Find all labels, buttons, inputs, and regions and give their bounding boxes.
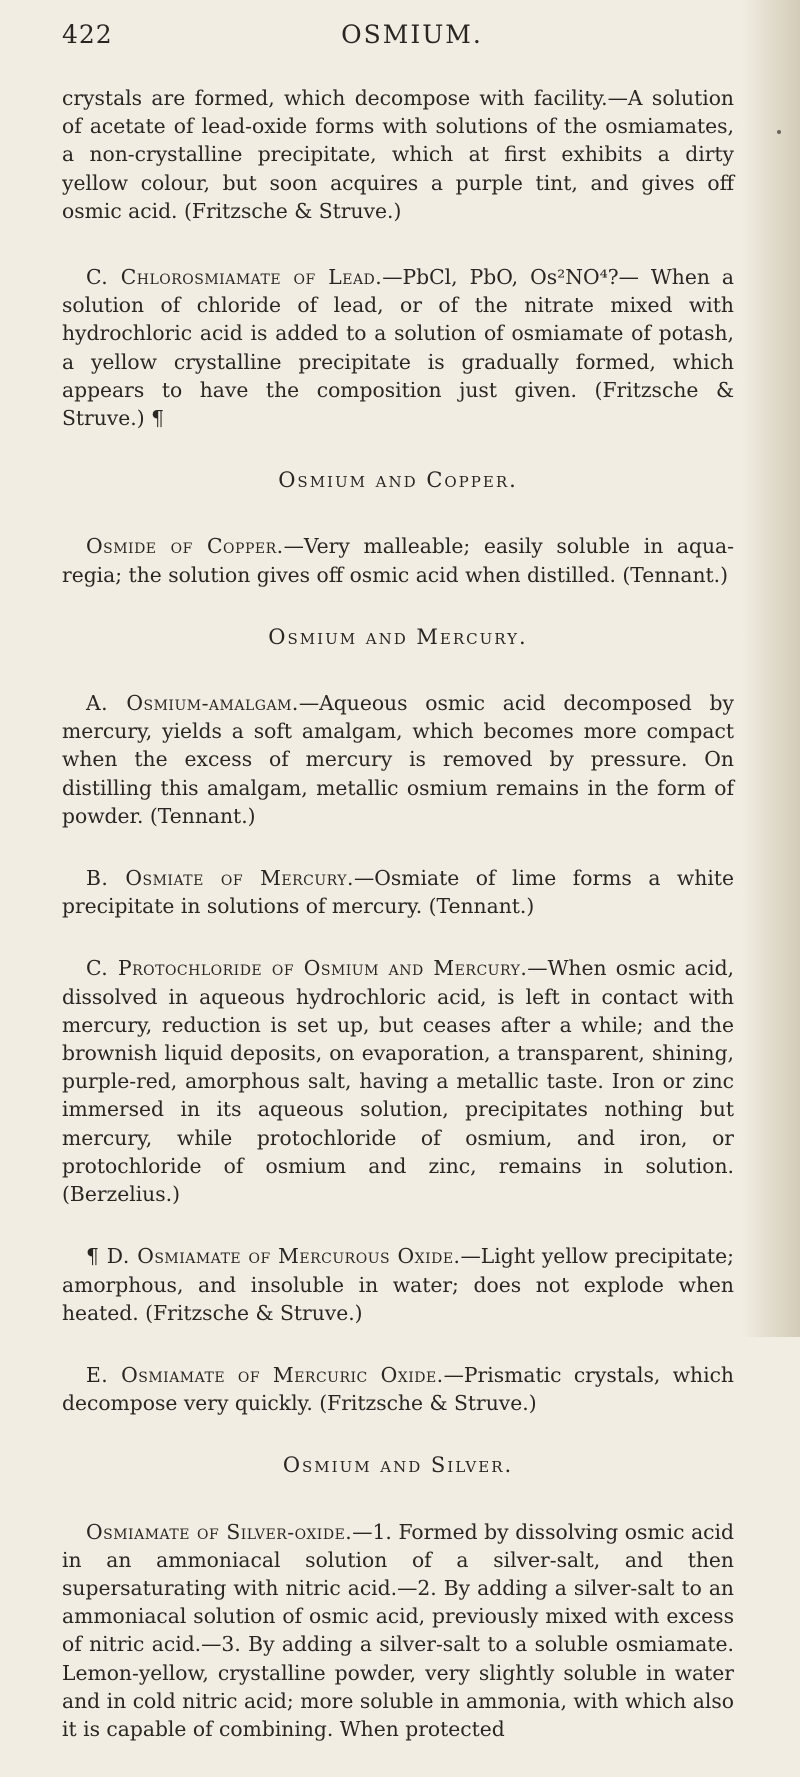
- paragraph-chlorosmiamate-of-lead: C. Chlorosmiamate of Lead.—PbCl, PbO, Os²NO⁴?— When a solution of chloride of lead, or of the nitrate mixed with hydrochloric acid is added to a solution of osmiamate of potash, a yellow crystalline precipitate is gradually formed, which appears to have the composition just given. (Fritzsche & Struve.) ¶: [62, 265, 734, 431]
- paragraph-osmiate-of-mercury: B. Osmiate of Mercury.—Osmiate of lime forms a white precipitate in solutions of mercury. (Tennant.): [62, 866, 734, 919]
- section-heading-osmium-copper: Osmium and Copper.: [278, 468, 518, 493]
- page-number: 422: [62, 20, 113, 49]
- entry-lead: B. Osmiate of Mercury.: [86, 866, 354, 891]
- entry-lead: C. Chlorosmiamate of Lead.: [86, 265, 383, 290]
- entry-lead: ¶ D. Osmiamate of Mercurous Oxide.: [86, 1244, 461, 1269]
- section-heading-osmium-silver: Osmium and Silver.: [282, 1453, 514, 1478]
- paragraph-osmiamate-silver-oxide: Osmiamate of Silver-oxide.—1. Formed by dissolving osmic acid in an ammoniacal solution of a silver-salt, and then supersaturating with nitric acid.—2. By adding a silver-salt to an ammoniacal solution of osmic acid, previously mixed with excess of nitric acid.—3. By adding a silver-salt to a soluble osmiamate. Lemon-yellow, crystalline powder, very slightly soluble in water and in cold nitric acid; more soluble in ammonia, with which also it is capable of combining. When protected: [62, 1519, 734, 1741]
- entry-lead: C. Protochloride of Osmium and Mercury.: [86, 956, 528, 981]
- entry-lead: Osmide of Copper.: [86, 534, 284, 559]
- margin-speck: [777, 130, 781, 134]
- paragraph-osmiamate-mercuric-oxide: E. Osmiamate of Mercuric Oxide.—Prismatic crystals, which decompose very quickly. (Fritzsche & Struve.): [62, 1362, 734, 1416]
- page-edge-shadow: [742, 0, 800, 1337]
- entry-lead: E. Osmiamate of Mercuric Oxide.: [86, 1362, 444, 1387]
- paragraph-protochloride-osmium-mercury: C. Protochloride of Osmium and Mercury.—When osmic acid, dissolved in aqueous hydrochloric acid, is left in contact with mercury, reduction is set up, but ceases after a while; and the brownish liquid deposits, on evaporation, a transparent, shining, purple-red, amorphous salt, having a metallic taste. Iron or zinc immersed in its aqueous solution, precipitates nothing but mercury, while protochloride of osmium, and iron, or protochloride of osmium and zinc, remains in solution. (Berzelius.): [62, 956, 734, 1207]
- paragraph-continuation: crystals are formed, which decompose with facility.—A solution of acetate of lead-oxide forms with solutions of the osmiamates, a non-crystalline precipitate, which at first exhibits a dirty yellow colour, but soon acquires a purple tint, and gives off osmic acid. (Fritzsche & Struve.): [62, 86, 734, 223]
- running-head: OSMIUM.: [341, 20, 483, 49]
- section-heading-osmium-mercury: Osmium and Mercury.: [268, 624, 528, 649]
- paragraph-osmiamate-mercurous-oxide: ¶ D. Osmiamate of Mercurous Oxide.—Light yellow precipitate; amorphous, and insoluble in water; does not explode when heated. (Fritzsche & Struve.): [62, 1244, 734, 1325]
- entry-lead: A. Osmium-amalgam.: [86, 691, 299, 716]
- page-header: [62, 20, 742, 60]
- entry-lead: Osmiamate of Silver-oxide.: [86, 1519, 353, 1544]
- page-body: [62, 84, 734, 1777]
- paragraph-osmium-amalgam: A. Osmium-amalgam.—Aqueous osmic acid decomposed by mercury, yields a soft amalgam, which becomes more compact when the excess of mercury is removed by pressure. On distilling this amalgam, metallic osmium remains in the form of powder. (Tennant.): [62, 691, 734, 828]
- paragraph-osmide-of-copper: Osmide of Copper.—Very malleable; easily soluble in aqua-regia; the solution gives off osmic acid when distilled. (Tennant.): [62, 534, 735, 587]
